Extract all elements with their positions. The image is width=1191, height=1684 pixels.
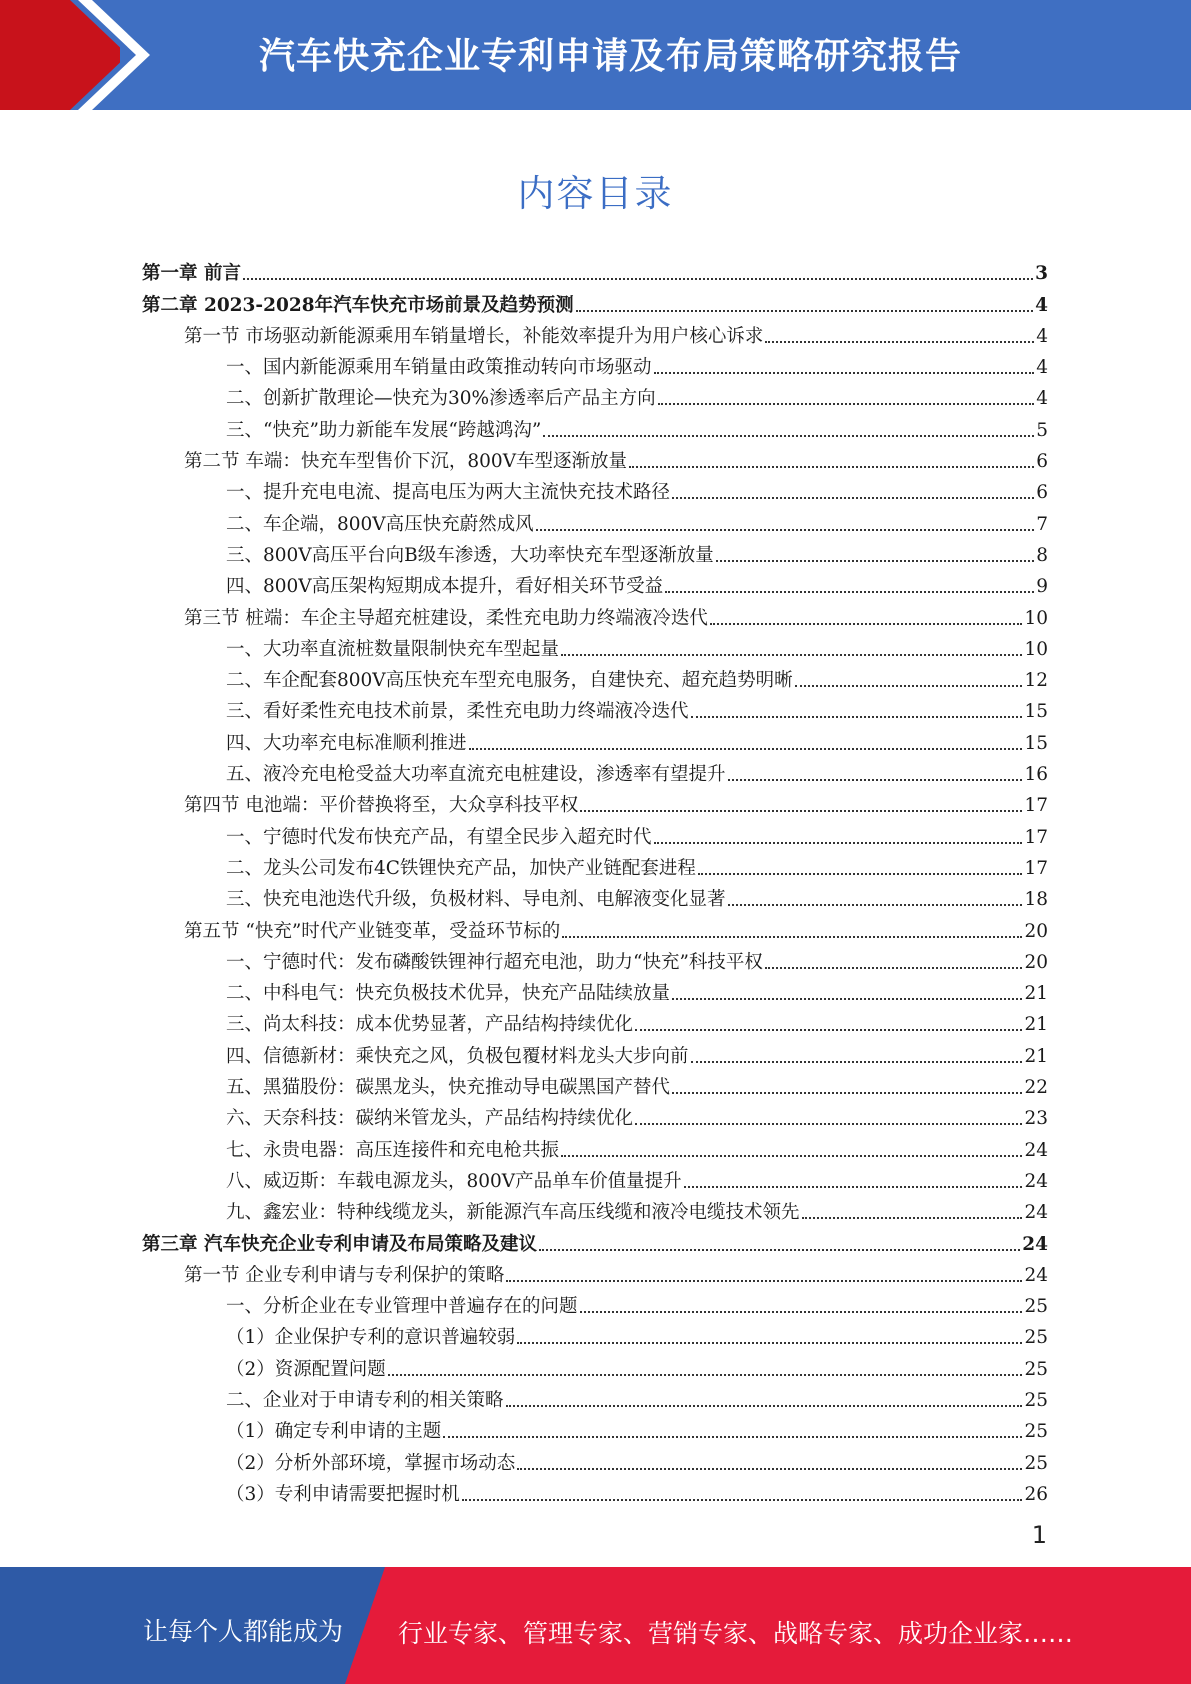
toc-leader-dots (654, 371, 1035, 374)
toc-entry[interactable] (142, 1130, 1048, 1161)
toc-leader-dots (506, 1404, 1023, 1407)
toc-leader-dots (672, 997, 1022, 1000)
toc-entry-label: 一、宁德时代发布快充产品，有望全民步入超充时代 (226, 826, 652, 848)
toc-leader-dots (635, 1028, 1022, 1031)
toc-leader-dots (243, 277, 1033, 280)
toc-entry[interactable] (142, 598, 1048, 629)
toc-leader-dots (536, 528, 1035, 531)
toc-entry-label: 二、创新扩散理论—快充为30%渗透率后产品主方向 (226, 388, 656, 410)
toc-entry-label: 三、尚太科技：成本优势显著，产品结构持续优化 (226, 1014, 634, 1036)
toc-entry-label: 七、永贵电器：高压连接件和充电枪共振 (226, 1139, 560, 1161)
toc-entry[interactable] (142, 1068, 1048, 1099)
toc-entry-page: 26 (1024, 1483, 1048, 1505)
toc-leader-dots (691, 1060, 1023, 1063)
toc-entry-label: 一、提升充电电流、提高电压为两大主流快充技术路径 (226, 482, 671, 504)
toc-entry-label: （1）企业保护专利的意识普遍较弱 (226, 1327, 516, 1349)
toc-entry-page: 25 (1024, 1421, 1048, 1443)
toc-leader-dots (562, 935, 1022, 938)
toc-entry-page: 10 (1024, 638, 1048, 660)
toc-entry-page: 25 (1024, 1296, 1048, 1318)
toc-entry-label: 四、800V高压架构短期成本提升，看好相关环节受益 (226, 576, 664, 598)
toc-entry-label: 二、中科电气：快充负极技术优异，快充产品陆续放量 (226, 983, 671, 1005)
toc-leader-dots (580, 809, 1022, 812)
toc-entry-page: 24 (1024, 1202, 1048, 1224)
toc-entry-page: 3 (1035, 263, 1048, 285)
toc-leader-dots (654, 841, 1023, 844)
toc-entry-label: （3）专利申请需要把握时机 (226, 1483, 460, 1505)
toc-entry-label: 四、大功率充电标准顺利推进 (226, 732, 467, 754)
toc-entry-page: 6 (1036, 451, 1048, 473)
toc-entry[interactable] (142, 567, 1048, 598)
toc-leader-dots (658, 402, 1035, 405)
toc-leader-dots (462, 1498, 1023, 1501)
toc-entry-label: 二、龙头公司发布4C铁锂快充产品，加快产业链配套进程 (226, 857, 696, 879)
toc-entry[interactable] (142, 285, 1048, 316)
toc-entry[interactable] (142, 974, 1048, 1005)
toc-entry-label: 八、威迈斯：车载电源龙头，800V产品单车价值量提升 (226, 1170, 682, 1192)
toc-entry-page: 25 (1024, 1327, 1048, 1349)
toc-entry-page: 25 (1024, 1358, 1048, 1380)
toc-entry[interactable] (142, 630, 1048, 661)
toc-leader-dots (698, 872, 1023, 875)
toc-entry-page: 10 (1024, 607, 1048, 629)
toc-entry[interactable] (142, 1162, 1048, 1193)
toc-leader-dots (388, 1373, 1023, 1376)
table-of-contents (142, 254, 1048, 1506)
toc-entry[interactable] (142, 943, 1048, 974)
toc-entry[interactable] (142, 254, 1048, 285)
toc-entry-label: （2）资源配置问题 (226, 1358, 386, 1380)
toc-entry-label: 四、信德新材：乘快充之风，负极包覆材料龙头大步向前 (226, 1045, 689, 1067)
toc-leader-dots (635, 1122, 1022, 1125)
toc-entry[interactable] (142, 1224, 1048, 1255)
toc-entry-page: 20 (1024, 951, 1048, 973)
toc-entry-page: 15 (1024, 701, 1048, 723)
toc-entry[interactable] (142, 1287, 1048, 1318)
toc-leader-dots (580, 1310, 1023, 1313)
toc-entry[interactable] (142, 504, 1048, 535)
toc-entry-label: 一、宁德时代：发布磷酸铁锂神行超充电池，助力“快充”科技平权 (226, 951, 763, 973)
toc-entry-page: 22 (1024, 1077, 1048, 1099)
toc-entry-label: 第三节 桩端：车企主导超充桩建设，柔性充电助力终端液冷迭代 (184, 607, 708, 629)
footer-slogan-left: 让每个人都能成为 (143, 1617, 344, 1646)
toc-entry-page: 4 (1036, 357, 1048, 379)
toc-entry[interactable] (142, 692, 1048, 723)
toc-entry-page: 6 (1036, 482, 1048, 504)
toc-leader-dots (672, 1091, 1022, 1094)
toc-entry[interactable] (142, 723, 1048, 754)
toc-leader-dots (728, 778, 1023, 781)
toc-leader-dots (506, 1279, 1022, 1282)
toc-entry-page: 23 (1024, 1108, 1048, 1130)
toc-leader-dots (561, 1154, 1022, 1157)
toc-entry-page: 24 (1024, 1264, 1048, 1286)
toc-entry[interactable] (142, 661, 1048, 692)
toc-entry[interactable] (142, 1412, 1048, 1443)
toc-entry-label: 第一节 企业专利申请与专利保护的策略 (184, 1264, 505, 1286)
toc-entry-label: 一、大功率直流桩数量限制快充车型起量 (226, 638, 560, 660)
toc-leader-dots (443, 1435, 1022, 1438)
toc-entry[interactable] (142, 473, 1048, 504)
toc-entry-label: 第一节 市场驱动新能源乘用车销量增长，补能效率提升为用户核心诉求 (184, 325, 764, 347)
toc-entry[interactable] (142, 1349, 1048, 1380)
toc-entry-page: 17 (1024, 795, 1048, 817)
toc-entry[interactable] (142, 849, 1048, 880)
toc-entry-page: 17 (1024, 826, 1048, 848)
toc-leader-dots (517, 1341, 1022, 1344)
toc-entry-label: 一、分析企业在专业管理中普遍存在的问题 (226, 1296, 578, 1318)
toc-entry-label: 二、车企配套800V高压快充车型充电服务，自建快充、超充趋势明晰 (226, 670, 793, 692)
toc-leader-dots (517, 1467, 1022, 1470)
toc-entry-page: 21 (1024, 983, 1048, 1005)
toc-entry-label: （2）分析外部环境，掌握市场动态 (226, 1452, 516, 1474)
toc-entry[interactable] (142, 1005, 1048, 1036)
toc-entry-label: 二、企业对于申请专利的相关策略 (226, 1389, 504, 1411)
toc-entry[interactable] (142, 755, 1048, 786)
toc-entry[interactable] (142, 880, 1048, 911)
page-title: 内容目录 (517, 172, 674, 215)
toc-entry-page: 9 (1036, 576, 1048, 598)
toc-entry-page: 24 (1024, 1170, 1048, 1192)
report-title: 汽车快充企业专利申请及布局策略研究报告 (258, 36, 962, 77)
toc-leader-dots (691, 715, 1023, 718)
toc-leader-dots (802, 1216, 1023, 1219)
toc-entry-label: 五、液冷充电枪受益大功率直流充电桩建设，渗透率有望提升 (226, 764, 726, 786)
toc-leader-dots (629, 465, 1034, 468)
toc-entry-page: 16 (1024, 764, 1048, 786)
toc-entry[interactable] (142, 1099, 1048, 1130)
toc-leader-dots (576, 309, 1034, 312)
toc-entry-page: 8 (1036, 544, 1048, 566)
toc-entry[interactable] (142, 786, 1048, 817)
toc-entry-page: 15 (1024, 732, 1048, 754)
toc-entry[interactable] (142, 1036, 1048, 1067)
toc-entry[interactable] (142, 410, 1048, 441)
toc-entry-page: 25 (1024, 1389, 1048, 1411)
toc-entry-page: 25 (1024, 1452, 1048, 1474)
header-banner (0, 0, 1191, 110)
toc-entry-page: 17 (1024, 857, 1048, 879)
toc-entry-page: 20 (1024, 920, 1048, 942)
toc-entry[interactable] (142, 1475, 1048, 1506)
toc-leader-dots (561, 653, 1022, 656)
toc-entry[interactable] (142, 1318, 1048, 1349)
toc-leader-dots (795, 684, 1023, 687)
toc-entry-label: 三、快充电池迭代升级，负极材料、导电剂、电解液变化显著 (226, 889, 726, 911)
toc-entry-label: 三、看好柔性充电技术前景，柔性充电助力终端液冷迭代 (226, 701, 689, 723)
toc-entry[interactable] (142, 379, 1048, 410)
toc-entry-page: 21 (1024, 1014, 1048, 1036)
toc-entry-label: 六、天奈科技：碳纳米管龙头，产品结构持续优化 (226, 1108, 634, 1130)
toc-entry[interactable] (142, 348, 1048, 379)
footer-slogan-right: 行业专家、管理专家、营销专家、战略专家、成功企业家…… (398, 1619, 1074, 1648)
toc-leader-dots (716, 559, 1034, 562)
toc-entry[interactable] (142, 911, 1048, 942)
toc-entry-label: 一、国内新能源乘用车销量由政策推动转向市场驱动 (226, 357, 652, 379)
toc-entry[interactable] (142, 1256, 1048, 1287)
toc-entry[interactable] (142, 1443, 1048, 1474)
toc-leader-dots (543, 434, 1034, 437)
toc-entry-page: 12 (1024, 670, 1048, 692)
toc-entry-label: 第一章 前言 (142, 263, 241, 285)
toc-leader-dots (672, 496, 1034, 499)
toc-entry[interactable] (142, 442, 1048, 473)
toc-entry-label: 二、车企端，800V高压快充蔚然成风 (226, 513, 534, 535)
toc-entry-label: 第三章 汽车快充企业专利申请及布局策略及建议 (142, 1233, 537, 1255)
toc-leader-dots (684, 1185, 1023, 1188)
toc-entry-page: 18 (1024, 889, 1048, 911)
toc-entry-label: 九、鑫宏业：特种线缆龙头，新能源汽车高压线缆和液冷电缆技术领先 (226, 1202, 800, 1224)
toc-entry-label: 第二节 车端：快充车型售价下沉，800V车型逐渐放量 (184, 451, 628, 473)
footer-banner (0, 1567, 1191, 1684)
toc-entry[interactable] (142, 817, 1048, 848)
toc-entry-page: 4 (1036, 325, 1048, 347)
toc-entry-page: 21 (1024, 1045, 1048, 1067)
toc-leader-dots (665, 590, 1034, 593)
toc-entry[interactable] (142, 1381, 1048, 1412)
toc-entry-label: 三、800V高压平台向B级车渗透，大功率快充车型逐渐放量 (226, 544, 714, 566)
toc-entry-label: 五、黑猫股份：碳黑龙头，快充推动导电碳黑国产替代 (226, 1077, 671, 1099)
toc-entry-page: 24 (1022, 1233, 1048, 1255)
toc-entry-page: 5 (1036, 419, 1048, 441)
toc-entry-label: 三、“快充”助力新能车发展“跨越鸿沟” (226, 419, 542, 441)
toc-entry-page: 7 (1036, 513, 1048, 535)
toc-leader-dots (469, 747, 1023, 750)
toc-leader-dots (728, 903, 1023, 906)
toc-entry[interactable] (142, 1193, 1048, 1224)
page-number: 1 (1031, 1521, 1047, 1549)
toc-leader-dots (539, 1248, 1020, 1251)
toc-entry-page: 4 (1035, 294, 1048, 316)
toc-leader-dots (710, 622, 1023, 625)
toc-entry[interactable] (142, 317, 1048, 348)
toc-entry-label: 第四节 电池端：平价替换将至，大众享科技平权 (184, 795, 579, 817)
toc-entry-page: 24 (1024, 1139, 1048, 1161)
toc-leader-dots (765, 340, 1034, 343)
toc-entry-label: （1）确定专利申请的主题 (226, 1421, 442, 1443)
toc-entry[interactable] (142, 536, 1048, 567)
toc-entry-label: 第五节 “快充”时代产业链变革，受益环节标的 (184, 920, 561, 942)
toc-entry-page: 4 (1036, 388, 1048, 410)
toc-leader-dots (765, 966, 1023, 969)
toc-entry-label: 第二章 2023-2028年汽车快充市场前景及趋势预测 (142, 294, 574, 316)
